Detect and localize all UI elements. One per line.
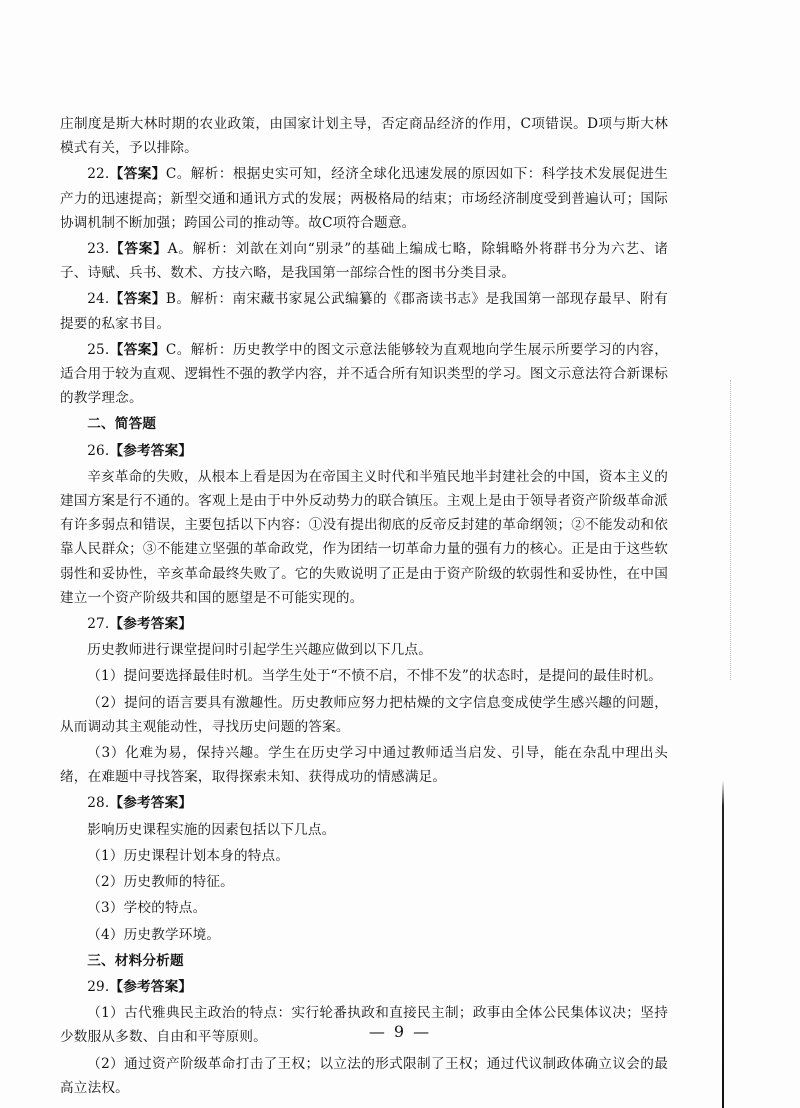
answer-text-block — [60, 112, 668, 1102]
answer-29-point-1: （1）古代雅典民主政治的特点：实行轮番执政和直接民主制；政事由全体公民集体议决；坚持少数服从多数、自由和平等原则。 — [60, 1005, 668, 1046]
answer-29-point-2: （2）通过资产阶级革命打击了王权；以立法的形式限制了王权；通过代议制政体确立议会的最高立法权。 — [60, 1055, 668, 1096]
answer-28-header — [60, 791, 668, 815]
answer-27-point-2: （2）提问的语言要具有激趣性。历史教师应努力把枯燥的文字信息变成使学生感兴趣的问题，从而调动其主观能动性，寻找历史问题的答案。 — [60, 694, 668, 735]
answer-27-intro: 历史教师进行课堂提问时引起学生兴趣应做到以下几点。 — [87, 642, 433, 659]
answer-27-point-3: （3）化难为易，保持兴趣。学生在历史学习中通过教师适当启发、引导，能在杂乱中理出头绪，在难题中寻找答案，取得探索未知、获得成功的情感满足。 — [60, 745, 668, 786]
question-number: 23. — [87, 241, 110, 258]
answer-label: 【答案】 — [109, 291, 166, 308]
answer-28-point-1: （1）历史课程计划本身的特点。 — [87, 847, 290, 864]
question-number: 29. — [87, 978, 110, 995]
paragraph-continuation: 庄制度是斯大林时期的农业政策，由国家计划主导，否定商品经济的作用，C项错误。D项与斯大林模式有关，予以排除。 — [60, 116, 668, 157]
answer-24 — [60, 287, 668, 335]
scan-artifact-dots — [730, 380, 732, 680]
answer-27-point-1: （1）提问要选择最佳时机。当学生处于“不愤不启，不悱不发”的状态时，是提问的最佳时机。 — [87, 668, 663, 685]
answer-label: 【答案】 — [109, 241, 168, 258]
question-number: 24. — [87, 291, 110, 308]
page-number: — 9 — — [368, 1022, 432, 1041]
question-number: 28. — [87, 795, 110, 812]
answer-label: 【参考答案】 — [109, 442, 193, 459]
answer-26-header — [60, 439, 668, 463]
answer-label: 【答案】 — [109, 166, 166, 183]
answer-23 — [60, 237, 668, 285]
answer-text: C。解析：历史教学中的图文示意法能够较为直观地向学生展示所要学习的内容，适合用于较为直观、逻辑性不强的教学内容，并不适合所有知识类型的学习。图文示意法符合新课标的教学理念。 — [60, 341, 668, 407]
section-heading-material-analysis: 三、材料分析题 — [87, 952, 184, 969]
answer-28-point-2: （2）历史教师的特征。 — [87, 874, 234, 891]
answer-27-header — [60, 612, 668, 636]
answer-25 — [60, 338, 668, 411]
answer-label: 【参考答案】 — [109, 795, 193, 812]
question-number: 22. — [87, 166, 110, 183]
scan-artifact-edge-line — [722, 780, 724, 1108]
answer-label: 【参考答案】 — [109, 978, 193, 995]
section-heading-short-answer: 二、简答题 — [87, 416, 157, 433]
answer-text: A。解析：刘歆在刘向“别录”的基础上编成七略，除辑略外将群书分为六艺、诸子、诗赋、兵书、数术、方技六略，是我国第一部综合性的图书分类目录。 — [60, 241, 668, 282]
question-number: 26. — [87, 442, 110, 459]
answer-26-text: 辛亥革命的失败，从根本上看是因为在帝国主义时代和半殖民地半封建社会的中国，资本主义的建国方案是行不通的。客观上是由于中外反动势力的联合镇压。主观上是由于领导者资产阶级革命派有许多弱点和错误，主要包括以下内容：①没有提出彻底的反帝反封建的革命纲领；②不能发动和依靠人民群众；③不能建立坚强的革命政党，作为团结一切革命力量的强有力的核心。正是由于这些软弱性和妥协性，辛亥革命最终失败了。它的失败说明了正是由于资产阶级的软弱性和妥协性，在中国建立一个资产阶级共和国的愿望是不可能实现的。 — [60, 468, 668, 606]
answer-28-intro: 影响历史课程实施的因素包括以下几点。 — [87, 821, 336, 838]
answer-22 — [60, 162, 668, 235]
answer-label: 【参考答案】 — [109, 616, 193, 633]
answer-text: B。解析：南宋藏书家晁公武编纂的《郡斋读书志》是我国第一部现存最早、附有提要的私家书目。 — [60, 291, 668, 332]
answer-28-point-3: （3）学校的特点。 — [87, 900, 207, 917]
question-number: 27. — [87, 616, 110, 633]
answer-label: 【答案】 — [109, 341, 166, 358]
question-number: 25. — [87, 341, 110, 358]
answer-28-point-4: （4）历史教学环境。 — [87, 926, 221, 943]
answer-29-header — [60, 975, 668, 999]
answer-text: C。解析：根据史实可知，经济全球化迅速发展的原因如下：科学技术发展促进生产力的迅速提高；新型交通和通讯方式的发展；两极格局的结束；市场经济制度受到普遍认可；国际协调机制不断加强；跨国公司的推动等。故C项符合题意。 — [60, 166, 668, 231]
